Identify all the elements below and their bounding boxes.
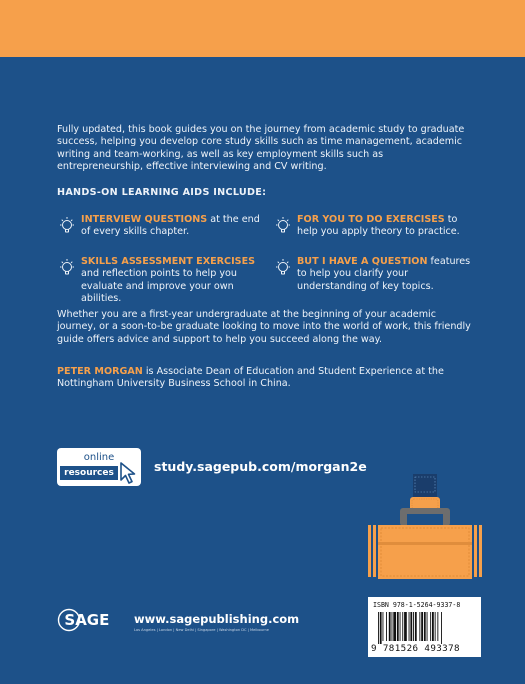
publisher-cities: Los Angeles | London | New Delhi | Singapore | Washington DC | Melbourne [134, 628, 269, 632]
barcode-number: 9 781526 493378 [371, 643, 460, 654]
barcode-bar [413, 612, 414, 641]
lightbulb-icon [57, 216, 77, 236]
barcode-bar [409, 612, 410, 641]
aid-highlight: INTERVIEW QUESTIONS [81, 214, 208, 225]
author-bio-text: is Associate Dean of Education and Student Experience at the Nottingham University Business School in China. [57, 366, 444, 390]
barcode-bar [397, 612, 399, 641]
aid-highlight: SKILLS ASSESSMENT EXERCISES [81, 256, 256, 267]
barcode-bar [432, 612, 434, 641]
isbn-text: ISBN 978-1-5264-9337-8 [373, 601, 461, 609]
barcode-bar [424, 612, 426, 641]
online-resources-logo [57, 448, 141, 486]
author-bio [57, 366, 467, 391]
publisher-website[interactable]: www.sagepublishing.com [134, 612, 300, 626]
aid-text: features to help you clarify your understanding of key topics. [297, 256, 471, 292]
aid-highlight: BUT I HAVE A QUESTION [297, 256, 428, 267]
aid-text: to help you apply theory to practice. [297, 214, 460, 238]
sage-logo-text: SAGE [64, 611, 110, 630]
barcode-bar [402, 612, 403, 641]
barcode-bar [421, 612, 423, 641]
barcode-bar [400, 612, 401, 641]
briefcase-icon [364, 474, 486, 582]
lightbulb-icon [57, 258, 77, 278]
sage-logo [57, 608, 131, 634]
barcode-bar [392, 612, 393, 641]
companion-website-link[interactable]: study.sagepub.com/morgan2e [154, 459, 367, 474]
barcode-bar [441, 612, 442, 644]
barcode-bar [430, 612, 431, 641]
barcode [368, 597, 481, 657]
barcode-bar [380, 612, 382, 644]
audience-paragraph: Whether you are a first-year undergraduate at the beginning of your academic journey, or a soon-to-be graduate looking to move into the world of work, this friendly guide offers advice and support to help you succeed along the way. [57, 309, 471, 345]
barcode-bars [378, 612, 473, 644]
barcode-bar [383, 612, 384, 641]
barcode-bar [415, 612, 417, 641]
barcode-bar [435, 612, 436, 641]
aid-text: at the end of every skills chapter. [81, 214, 260, 238]
aid-text: and reflection points to help you evaluate and improve your own abilities. [81, 268, 237, 305]
barcode-bar [378, 612, 379, 644]
online-resources-line1: online [83, 452, 115, 463]
barcode-bar [427, 612, 428, 641]
cursor-arrow-icon [119, 462, 137, 484]
top-orange-band [0, 0, 525, 57]
intro-paragraph: Fully updated, this book guides you on the journey from academic study to graduate success, helping you develop core study skills such as time management, academic writing and team-working, as well as key employment skills such as entrepreneurship, effective interviewing and CV writing. [57, 124, 465, 173]
barcode-bar [404, 612, 407, 641]
aids-heading: HANDS-ON LEARNING AIDS INCLUDE: [57, 187, 267, 198]
barcode-bar [393, 612, 396, 641]
lightbulb-icon [273, 216, 293, 236]
aid-highlight: FOR YOU TO DO EXERCISES [297, 214, 445, 225]
barcode-bar [437, 612, 438, 641]
barcode-bar [386, 612, 387, 641]
author-name: PETER MORGAN [57, 366, 143, 377]
online-resources-line2: resources [60, 466, 118, 480]
lightbulb-icon [273, 258, 293, 278]
barcode-bar [389, 612, 391, 641]
barcode-bar [410, 612, 412, 641]
barcode-bar [419, 612, 420, 641]
